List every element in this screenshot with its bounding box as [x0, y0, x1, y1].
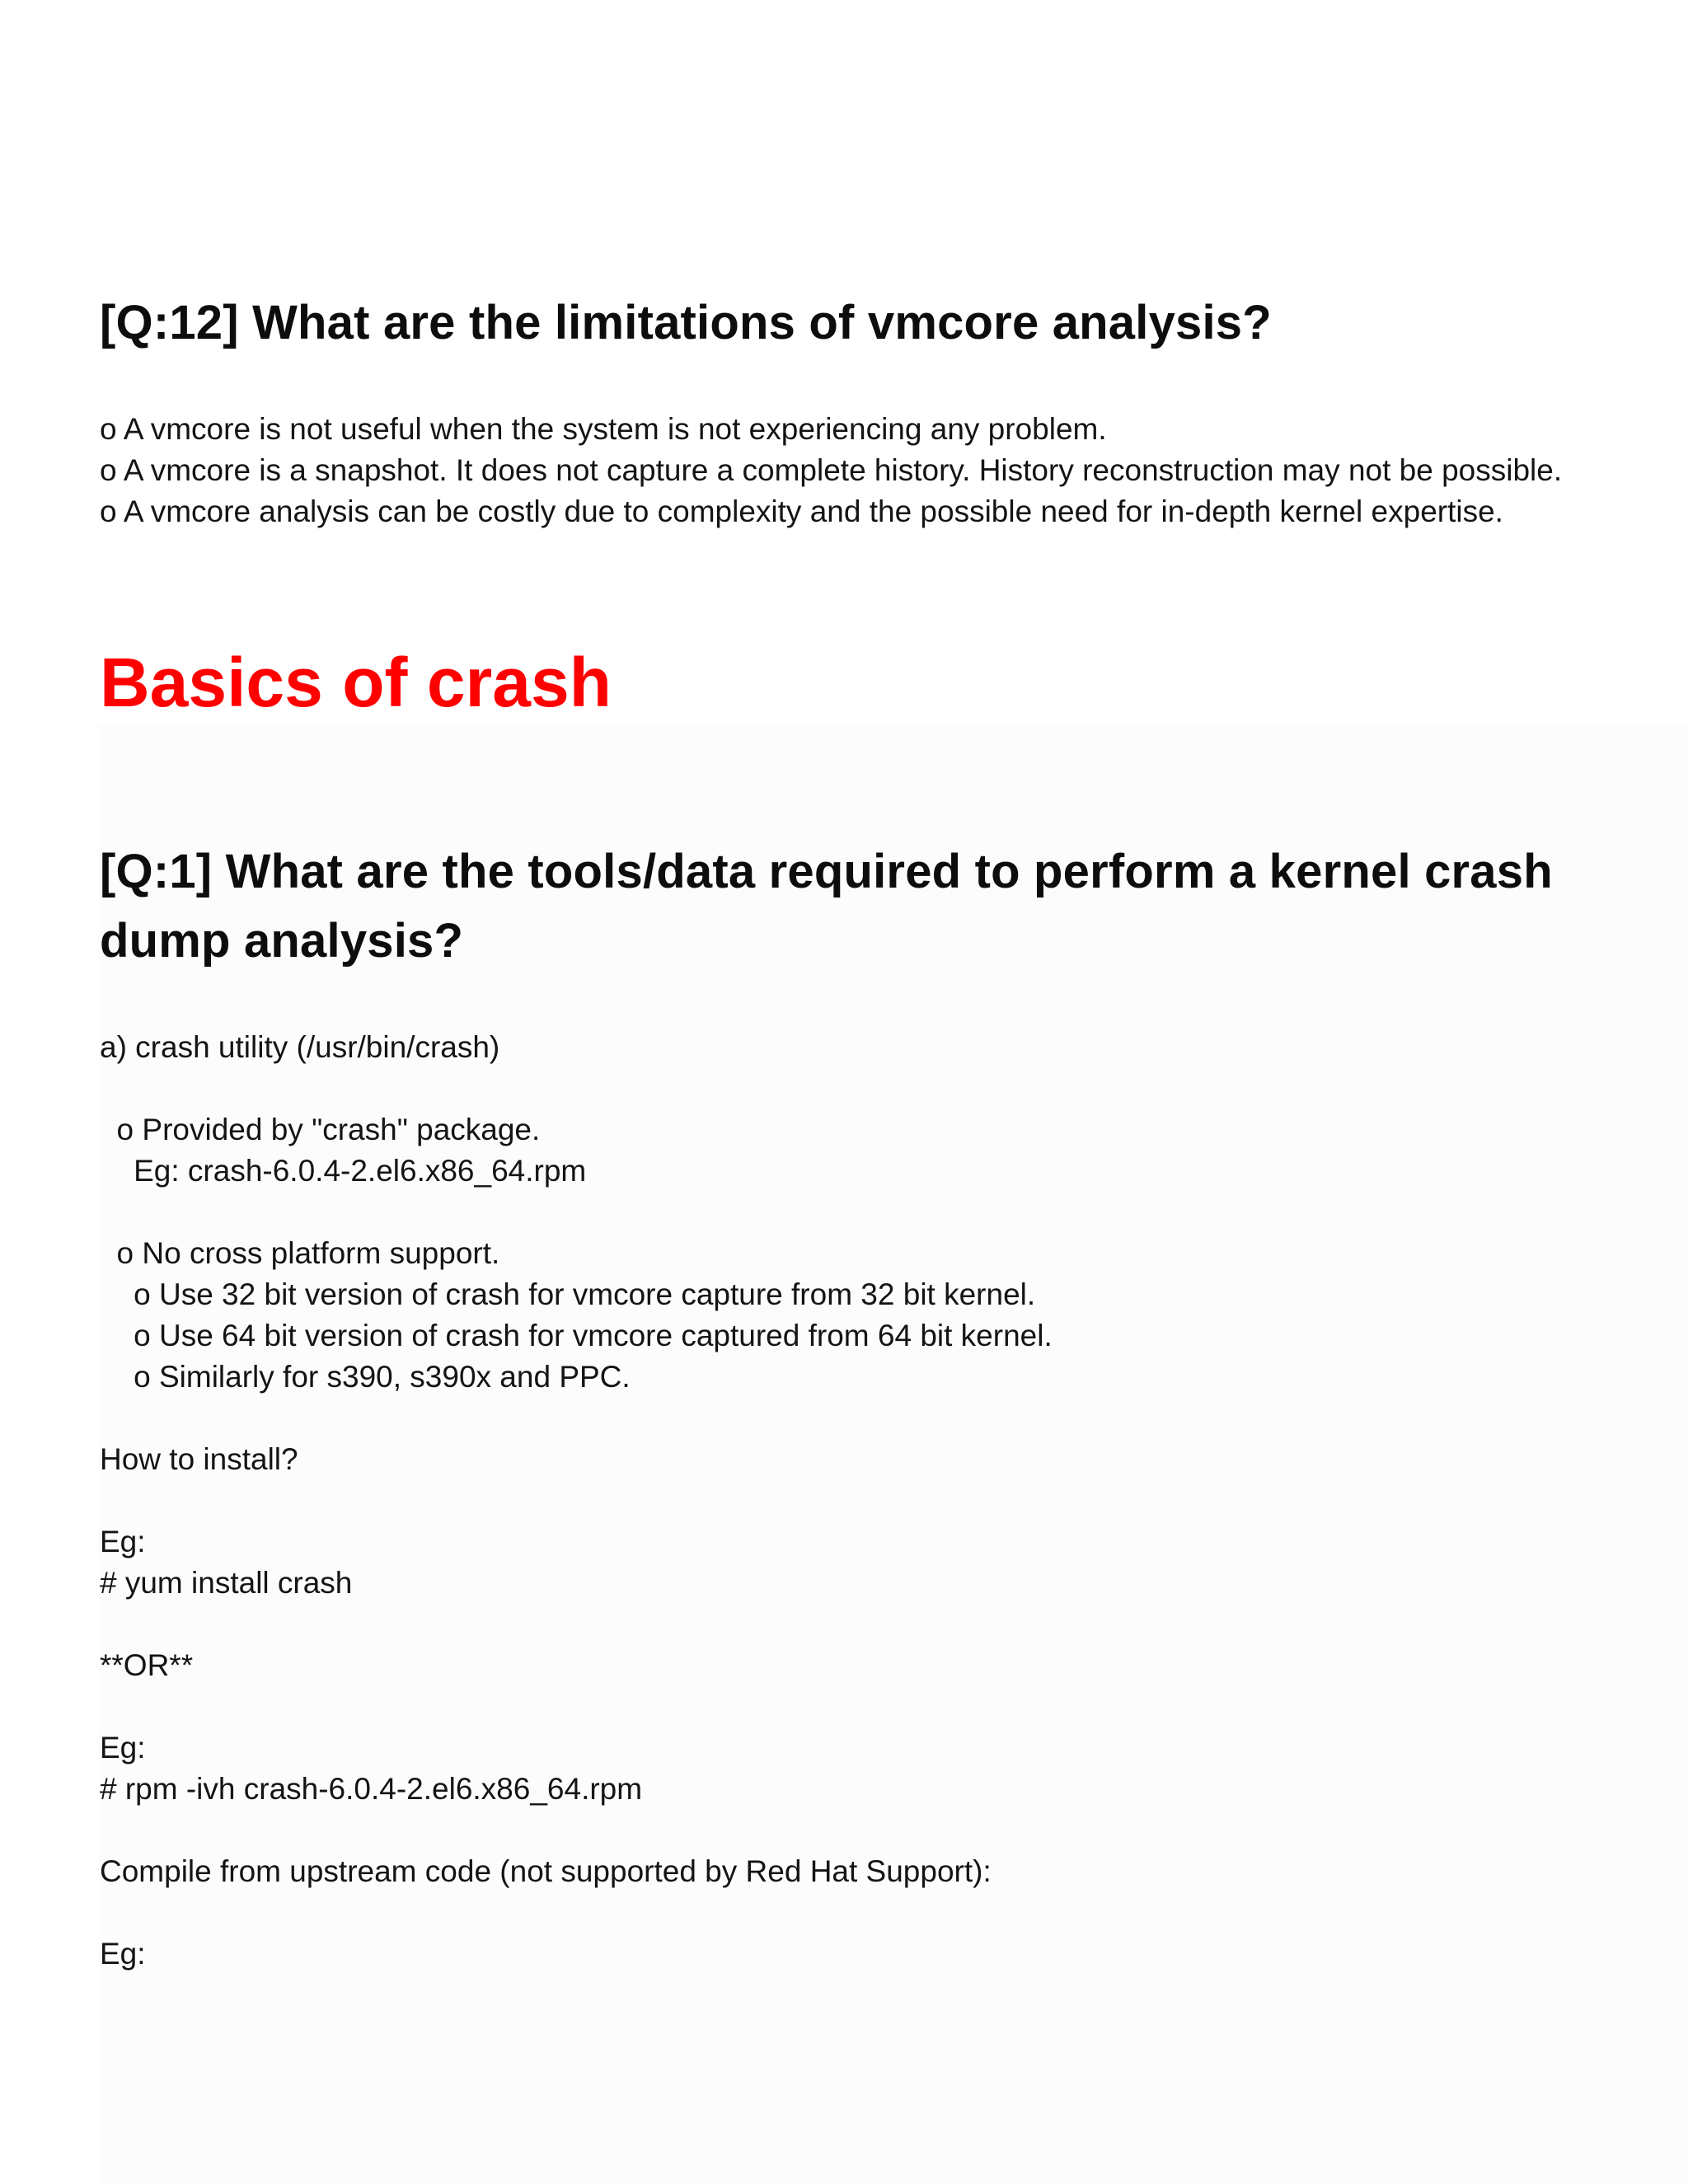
q1-heading	[100, 837, 1553, 976]
similarly-point: o Similarly for s390, s390x and PPC.	[100, 1360, 631, 1394]
use-64bit-point: o Use 64 bit version of crash for vmcore captured from 64 bit kernel.	[100, 1319, 1053, 1352]
no-cross-platform-point: o No cross platform support.	[100, 1236, 500, 1270]
q12-answer-list	[100, 409, 1562, 532]
q1-answer-body	[100, 1027, 1053, 1975]
example-label: Eg:	[100, 1731, 146, 1765]
compile-upstream-note: Compile from upstream code (not supported by Red Hat Support):	[100, 1854, 992, 1888]
how-to-install-label: How to install?	[100, 1442, 298, 1476]
example-label: Eg:	[100, 1525, 146, 1558]
q12-point-2: o A vmcore is a snapshot. It does not capture a complete history. History reconstruction may not be possible.	[100, 453, 1563, 487]
yum-command: # yum install crash	[100, 1566, 353, 1600]
section-title: Basics of crash	[100, 644, 612, 721]
or-separator: **OR**	[100, 1648, 194, 1682]
example-label: Eg:	[100, 1937, 146, 1971]
q12-point-3: o A vmcore analysis can be costly due to complexity and the possible need for in-depth kernel expertise.	[100, 494, 1503, 528]
q1-heading-line-1: [Q:1] What are the tools/data required to perform a kernel crash	[100, 845, 1553, 898]
q12-heading: [Q:12] What are the limitations of vmcore analysis?	[100, 296, 1272, 349]
provided-by-point: o Provided by "crash" package.	[100, 1113, 541, 1146]
use-32bit-point: o Use 32 bit version of crash for vmcore capture from 32 bit kernel.	[100, 1277, 1036, 1311]
provided-example: Eg: crash-6.0.4-2.el6.x86_64.rpm	[100, 1154, 587, 1188]
crash-utility-item: a) crash utility (/usr/bin/crash)	[100, 1030, 500, 1064]
q12-point-1: o A vmcore is not useful when the system is not experiencing any problem.	[100, 412, 1107, 446]
q1-heading-line-2: dump analysis?	[100, 914, 464, 968]
rpm-command: # rpm -ivh crash-6.0.4-2.el6.x86_64.rpm	[100, 1772, 643, 1806]
